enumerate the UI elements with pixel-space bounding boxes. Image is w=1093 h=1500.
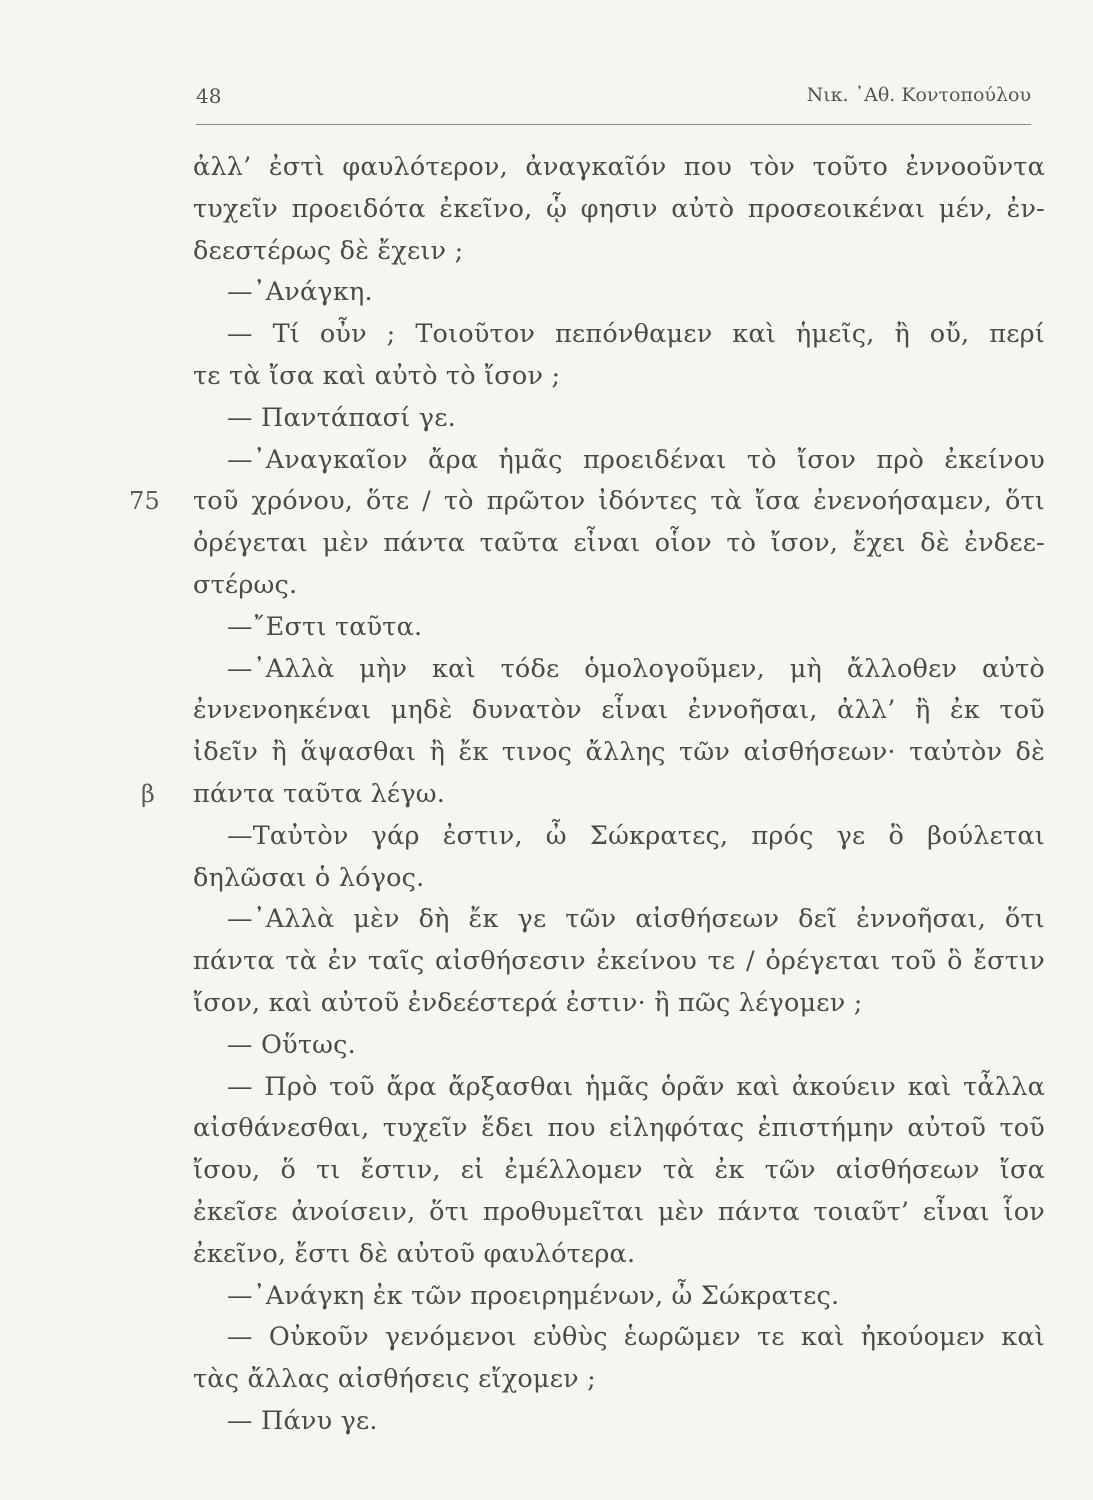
- line-text: —᾿Αλλὰ μὴν καὶ τόδε ὁμολογοῦμεν, μὴ ἄλλοθεν αὐτὸ: [227, 653, 1045, 684]
- page-number: 48: [196, 84, 222, 108]
- line-text: ἐκεῖνο, ἔστι δὲ αὐτοῦ φαυλότερα.: [193, 1238, 636, 1269]
- text-line: [193, 1067, 1045, 1109]
- text-line: [193, 356, 1045, 398]
- text-line: [193, 690, 1045, 732]
- line-text: τε τὰ ἴσα καὶ αὐτὸ τὸ ἴσον ;: [193, 360, 561, 391]
- line-text: — Παντάπασί γε.: [227, 402, 456, 433]
- text-line: [193, 941, 1045, 983]
- text-line: [193, 1234, 1045, 1276]
- text-line: [193, 1150, 1045, 1192]
- margin-reference: β: [141, 779, 156, 808]
- line-text: —᾿Ανάγκη.: [227, 277, 373, 308]
- text-line: [141, 774, 1045, 816]
- text-line: [193, 1192, 1045, 1234]
- text-line: [129, 481, 1045, 523]
- line-text: ἐκεῖσε ἀνοίσειν, ὅτι προθυμεῖται μὲν πάντα τοιαῦτ’ εἶναι ἷον: [193, 1196, 1045, 1227]
- text-line: [193, 1108, 1045, 1150]
- text-line: [193, 816, 1045, 858]
- text-line: [193, 1317, 1045, 1359]
- text-line: [193, 314, 1045, 356]
- text-line: [193, 858, 1045, 900]
- line-text: τὰς ἄλλας αἰσθήσεις εἴχομεν ;: [193, 1364, 596, 1395]
- text-line: [193, 1359, 1045, 1401]
- running-head: Νικ. ᾿Αθ. Κοντοπούλου: [806, 84, 1031, 106]
- text-line: [193, 732, 1045, 774]
- line-text: ἰδεῖν ἢ ἅψασθαι ἢ ἔκ τινος ἄλλης τῶν αἰσθήσεων· ταὐτὸν δὲ: [193, 737, 1045, 768]
- line-text: πάντα τὰ ἐν ταῖς αἰσθήσεσιν ἐκείνου τε / ὀρέγεται τοῦ ὃ ἔστιν: [193, 946, 1045, 977]
- text-line: [193, 523, 1045, 565]
- text-line: [193, 231, 1045, 273]
- text-line: [193, 272, 1045, 314]
- line-text: —᾿Ανάγκη ἐκ τῶν προειρημένων, ὦ Σώκρατες.: [227, 1280, 840, 1311]
- line-text: —᾿Αλλὰ μὲν δὴ ἔκ γε τῶν αἰσθήσεων δεῖ ἐννοῆσαι, ὅτι: [227, 904, 1045, 935]
- body-text: [129, 147, 1045, 1443]
- line-text: πάντα ταῦτα λέγω.: [193, 778, 446, 809]
- text-line: [193, 1276, 1045, 1318]
- line-text: ἐννενοηκέναι μηδὲ δυνατὸν εἶναι ἐννοῆσαι, ἀλλ’ ἢ ἐκ τοῦ: [193, 695, 1045, 726]
- line-text: —῎Εστι ταῦτα.: [227, 611, 423, 642]
- text-line: [193, 189, 1045, 231]
- text-line: [193, 440, 1045, 482]
- line-text: — Πάνυ γε.: [227, 1405, 378, 1436]
- text-line: [193, 607, 1045, 649]
- text-line: [193, 565, 1045, 607]
- text-line: [193, 1025, 1045, 1067]
- line-text: ἴσου, ὅ τι ἔστιν, εἰ ἐμέλλομεν τὰ ἐκ τῶν αἰσθήσεων ἴσα: [193, 1155, 1045, 1186]
- line-text: τοῦ χρόνου, ὅτε / τὸ πρῶτον ἰδόντες τὰ ἴσα ἐνενοήσαμεν, ὅτι: [193, 486, 1045, 517]
- text-line: [193, 398, 1045, 440]
- line-text: ὀρέγεται μὲν πάντα ταῦτα εἶναι οἷον τὸ ἴσον, ἔχει δὲ ἐνδεε-: [193, 528, 1045, 559]
- line-text: στέρως.: [193, 569, 298, 600]
- page-header: [196, 84, 1031, 125]
- text-line: [193, 649, 1045, 691]
- line-text: αἰσθάνεσθαι, τυχεῖν ἔδει που εἰληφότας ἐπιστήμην αὐτοῦ τοῦ: [193, 1113, 1045, 1144]
- text-line: [193, 899, 1045, 941]
- text-line: [193, 983, 1045, 1025]
- margin-reference: 75: [129, 487, 160, 516]
- line-text: δεεστέρως δὲ ἔχειν ;: [193, 235, 464, 266]
- line-text: τυχεῖν προειδότα ἐκεῖνο, ᾧ φησιν αὐτὸ προσεοικέναι μέν, ἐν-: [193, 193, 1045, 224]
- line-text: —᾿Αναγκαῖον ἄρα ἡμᾶς προειδέναι τὸ ἴσον πρὸ ἐκείνου: [227, 444, 1045, 475]
- line-text: δηλῶσαι ὁ λόγος.: [193, 862, 425, 893]
- line-text: — Πρὸ τοῦ ἄρα ἄρξασθαι ἡμᾶς ὁρᾶν καὶ ἀκούειν καὶ τἆλλα: [227, 1071, 1045, 1102]
- line-text: ἴσον, καὶ αὐτοῦ ἐνδεέστερά ἐστιν· ἢ πῶς λέγομεν ;: [193, 987, 863, 1018]
- line-text: —Ταὐτὸν γάρ ἐστιν, ὦ Σώκρατες, πρός γε ὃ βούλεται: [227, 820, 1045, 851]
- line-text: — Τί οὖν ; Τοιοῦτον πεπόνθαμεν καὶ ἡμεῖς, ἢ οὔ, περί: [227, 319, 1045, 350]
- line-text: — Οὕτως.: [227, 1029, 356, 1060]
- text-line: [193, 147, 1045, 189]
- text-line: [193, 1401, 1045, 1443]
- line-text: — Οὐκοῦν γενόμενοι εὐθὺς ἑωρῶμεν τε καὶ ἠκούομεν καὶ: [227, 1322, 1045, 1353]
- line-text: ἀλλ’ ἐστὶ φαυλότερον, ἀναγκαῖόν που τὸν τοῦτο ἐννοοῦντα: [193, 152, 1045, 182]
